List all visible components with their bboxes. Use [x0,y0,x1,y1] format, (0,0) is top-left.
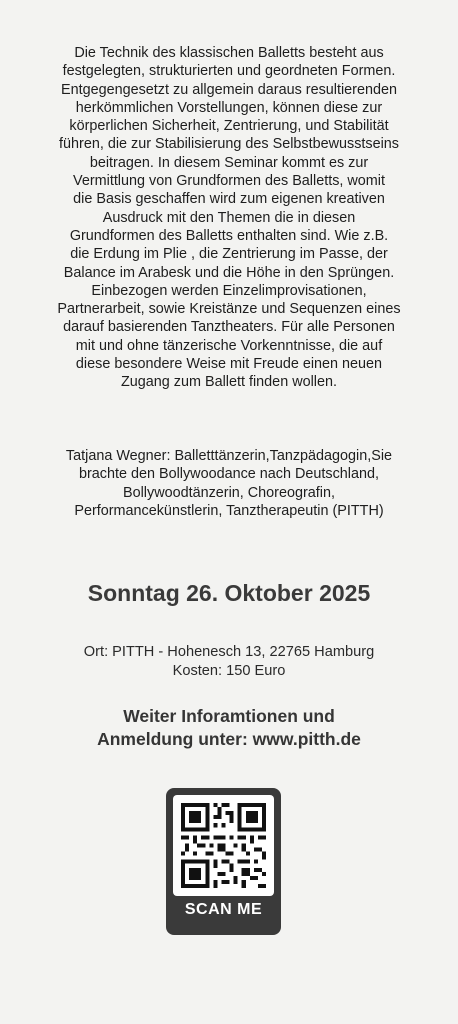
bio-line: Bollywoodtänzerin, Choreografin, [123,484,335,501]
event-cost: Kosten: 150 Euro [172,663,286,679]
intro-line: Partnerarbeit, sowie Kreistänze und Sequenzen eines [57,301,401,318]
intro-line: Ausdruck mit den Themen die in diesen [102,209,356,226]
intro-line: Vermittlung von Grundformen des Balletts, womit [73,173,385,190]
intro-line: die Basis geschaffen wird zum eigenen kreativen [73,191,385,208]
qr-code-icon [181,803,266,888]
intro-line: Die Technik des klassischen Balletts besteht aus [74,45,384,61]
registration-link[interactable]: Anmeldung unter: www.pitth.de [97,729,361,749]
bio-line: Tatjana Wegner: Balletttänzerin,Tanzpädagogin,Sie [65,448,393,464]
bio-line: Performancekünstlerin, Tanztherapeutin (PITTH) [74,502,384,519]
intro-line: mit und ohne tänzerische Vorkenntnisse, die auf [75,337,383,354]
qr-code-card[interactable] [166,788,281,935]
intro-line: körperlichen Sicherheit, Zentrierung, und Stabilität [69,118,389,135]
more-info [0,705,458,751]
intro-line: Grundformen des Balletts enthalten sind. Wie z.B. [69,227,389,244]
event-location: Ort: PITTH - Hohenesch 13, 22765 Hamburg [83,644,375,660]
intro-line: Einbezogen werden Einzelimprovisationen, [91,282,367,299]
qr-code[interactable] [173,795,274,896]
intro-line: führen, die zur Stabilisierung des Selbstbewusstseins [59,136,399,153]
bio-line: brachte den Bollywoodance nach Deutschland, [78,466,379,483]
intro-line: Balance im Arabesk und die Höhe in den Sprüngen. [63,264,395,281]
intro-line: die Erdung im Plie , die Zentrierung im Passe, der [70,246,388,263]
intro-paragraph [10,44,448,392]
intro-line: beitragen. In diesem Seminar kommt es zur [89,154,369,171]
more-info-line: Weiter Inforamtionen und [123,706,335,726]
intro-line: Entgegengesetzt zu allgemein daraus resultierenden [60,81,397,98]
scan-me-label: SCAN ME [184,901,263,918]
intro-line: herkömmlichen Vorstellungen, können diese zur [75,99,383,116]
event-info [0,643,458,681]
intro-line: Zugang zum Ballett finden wollen. [121,374,337,391]
intro-line: festgelegten, strukturierten und geordneten Formen. [62,63,396,80]
intro-line: darauf basierenden Tanztheaters. Für alle Personen [63,319,395,336]
bio-paragraph [10,447,448,520]
event-date: Sonntag 26. Oktober 2025 [87,580,371,606]
intro-line: diese besondere Weise mit Freude einen neuen [75,356,383,373]
